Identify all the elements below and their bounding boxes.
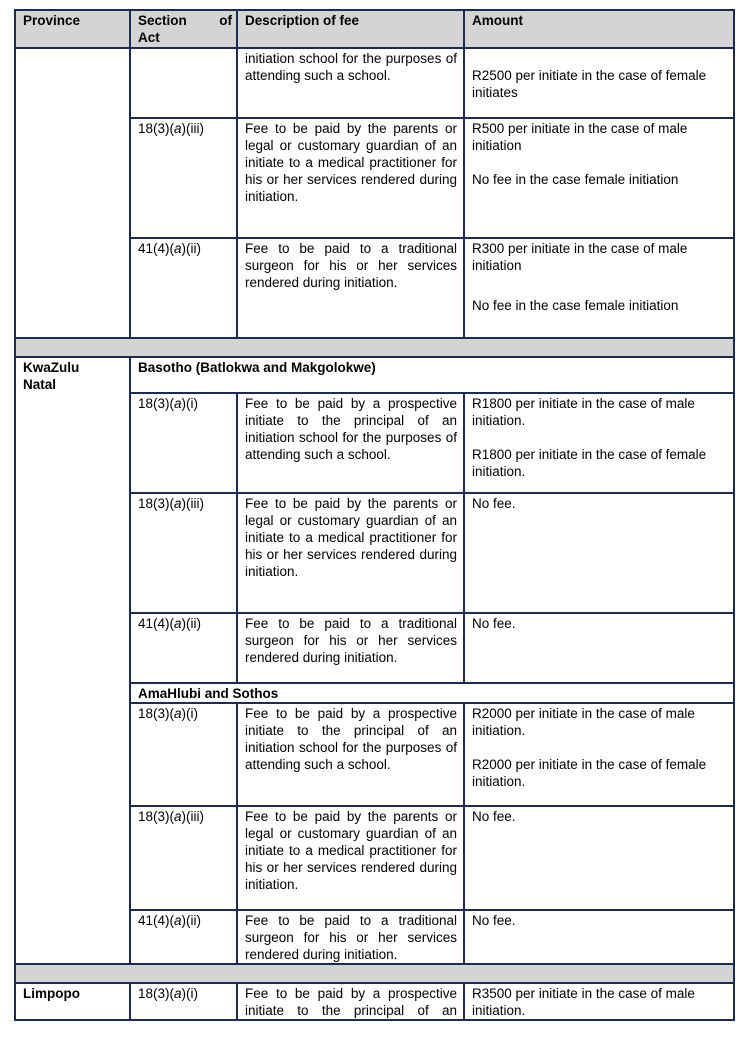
- amount-cell: [464, 983, 734, 1020]
- fee-table: [14, 9, 735, 1021]
- amount-cell: [464, 118, 734, 238]
- section-italic: a: [174, 496, 182, 511]
- group-label-amahlubi: AmaHlubi and Sothos: [130, 683, 734, 703]
- separator-row: [15, 338, 734, 357]
- section-cell: 18(3)(a)(i): [130, 393, 237, 493]
- section-italic: a: [174, 396, 182, 411]
- amount-cell: [464, 393, 734, 493]
- table-row: [15, 983, 734, 1020]
- description-cell: Fee to be paid to a traditional surgeon for his or her services rendered during initiation.: [237, 238, 464, 338]
- amount-line: R3500 per initiate in the case of male initiation.: [472, 986, 695, 1018]
- province-cell-limpopo: Limpopo: [15, 983, 130, 1020]
- section-italic: a: [174, 986, 182, 1001]
- amount-line: R1800 per initiate in the case of female initiation.: [472, 447, 707, 479]
- amount-line: No fee.: [472, 616, 516, 631]
- province-cell-continued: [15, 48, 130, 338]
- section-cell: 41(4)(a)(ii): [130, 613, 237, 683]
- header-amount: Amount: [464, 10, 734, 48]
- description-cell: Fee to be paid by the parents or legal or customary guardian of an initiate to a medical practitioner for his or her services rendered during initiation.: [237, 118, 464, 238]
- amount-line: R1800 per initiate in the case of male initiation.: [472, 396, 695, 428]
- description-cell: Fee to be paid by a prospective initiate to the principal of an: [237, 983, 464, 1020]
- amount-line: R2000 per initiate in the case of female initiation.: [472, 757, 707, 789]
- section-cell: 18(3)(a)(i): [130, 983, 237, 1020]
- amount-line: R2500 per initiate in the case of female initiates: [472, 68, 707, 100]
- description-cell: Fee to be paid to a traditional surgeon for his or her services rendered during initiation.: [237, 910, 464, 964]
- section-cell: 18(3)(a)(iii): [130, 493, 237, 613]
- header-province: Province: [15, 10, 130, 48]
- amount-cell: [464, 493, 734, 613]
- header-description: Description of fee: [237, 10, 464, 48]
- amount-line: No fee.: [472, 913, 516, 928]
- section-italic: a: [174, 616, 182, 631]
- amount-cell: [464, 703, 734, 806]
- amount-cell: [464, 806, 734, 910]
- section-italic: a: [174, 809, 182, 824]
- description-cell: initiation school for the purposes of attending such a school.: [237, 48, 464, 118]
- section-italic: a: [174, 121, 182, 136]
- amount-cell: [464, 910, 734, 964]
- section-italic: a: [174, 706, 182, 721]
- amount-line: No fee.: [472, 496, 516, 511]
- description-cell: Fee to be paid by the parents or legal or customary guardian of an initiate to a medical practitioner for his or her services rendered during initiation.: [237, 493, 464, 613]
- amount-line: R300 per initiate in the case of male initiation: [472, 241, 688, 273]
- separator-row: [15, 964, 734, 983]
- group-label-basotho: Basotho (Batlokwa and Makgolokwe): [130, 357, 734, 393]
- province-cell-kwazulu-natal: KwaZulu Natal: [15, 357, 130, 964]
- description-cell: Fee to be paid by a prospective initiate to the principal of an initiation school for the purposes of attending such a school.: [237, 703, 464, 806]
- amount-cell: [464, 48, 734, 118]
- amount-line: No fee in the case female initiation: [472, 172, 679, 187]
- description-cell: Fee to be paid to a traditional surgeon for his or her services rendered during initiation.: [237, 613, 464, 683]
- section-cell: 18(3)(a)(iii): [130, 118, 237, 238]
- section-cell: 18(3)(a)(iii): [130, 806, 237, 910]
- table-row: [15, 48, 734, 118]
- description-cell: Fee to be paid by the parents or legal or customary guardian of an initiate to a medical practitioner for his or her services rendered during initiation.: [237, 806, 464, 910]
- amount-cell: [464, 238, 734, 338]
- header-row: [15, 10, 734, 48]
- header-section: Section of Act: [130, 10, 237, 48]
- section-italic: a: [174, 241, 182, 256]
- amount-cell: [464, 613, 734, 683]
- section-cell: [130, 48, 237, 118]
- section-cell: 41(4)(a)(ii): [130, 238, 237, 338]
- amount-line: No fee.: [472, 809, 516, 824]
- section-cell: 18(3)(a)(i): [130, 703, 237, 806]
- amount-line: R2000 per initiate in the case of male initiation.: [472, 706, 695, 738]
- group-row: [15, 357, 734, 393]
- section-italic: a: [174, 913, 182, 928]
- section-cell: 41(4)(a)(ii): [130, 910, 237, 964]
- amount-line: R500 per initiate in the case of male initiation: [472, 121, 688, 153]
- amount-line: No fee in the case female initiation: [472, 298, 679, 313]
- description-cell: Fee to be paid by a prospective initiate to the principal of an initiation school for the purposes of attending such a school.: [237, 393, 464, 493]
